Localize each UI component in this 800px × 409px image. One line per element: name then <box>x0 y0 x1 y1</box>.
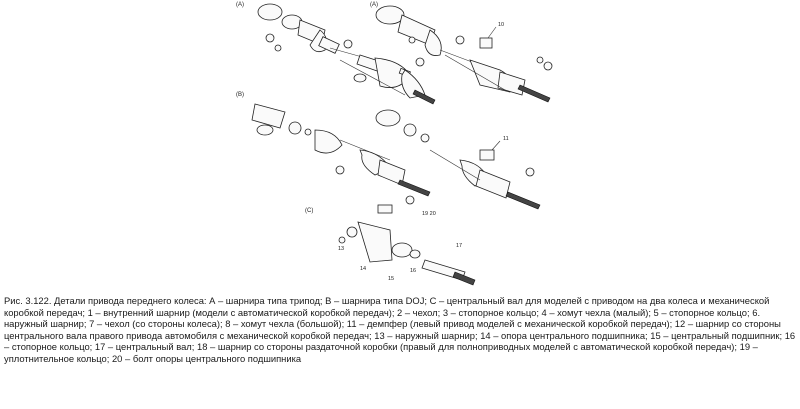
callout-10: 10 <box>498 22 505 28</box>
callout-11: 11 <box>503 136 509 142</box>
callout-15: 15 <box>388 276 395 282</box>
section-label-a2: (A) <box>370 2 378 8</box>
figure-caption: Рис. 3.122. Детали привода переднего колеса: А – шарнира типа трипод; B – шарнира типа DOJ; C – центральный вал для моделей с приводом на два колеса и механической коробкой передач; 1 – внутренний шарнир (модели с автоматической коробкой передач); 2 – чехол; 3 – стопорное кольцо; 4 – хомут чехла (малый); 5 – стопорное кольцо; 6. наружный шарнир; 7 – чехол (со стороны колеса); 8 – хомут чехла (большой); 11 – демпфер (левый привод моделей с механической коробкой передач); 12 – шарнир со стороны центрального вала правого привода автомобиля с механической коробкой передач; 13 – наружный шарнир; 14 – опора центрального подшипника; 15 – центральный подшипник; 16 – стопорное кольцо; 17 – центральный вал; 18 – шарнир со стороны раздаточной коробки (правый для полноприводных моделей с автоматической коробкой передач); 19 – уплотнительное кольцо; 20 – болт опоры центрального подшипника <box>4 295 796 364</box>
section-label-a: (A) <box>236 2 244 8</box>
callout-14: 14 <box>360 266 367 272</box>
section-b-assembly <box>252 104 540 209</box>
drive-parts-drawing <box>230 0 590 290</box>
section-a-right-assembly <box>376 6 552 102</box>
callout-17: 17 <box>456 243 463 249</box>
exploded-diagram <box>230 0 590 290</box>
section-c-assembly <box>338 205 475 285</box>
callout-16: 16 <box>410 268 417 274</box>
callout-13: 13 <box>338 246 345 252</box>
section-label-b: (B) <box>236 92 244 98</box>
callout-19-20: 19 20 <box>422 211 436 217</box>
section-label-c: (C) <box>305 208 314 214</box>
